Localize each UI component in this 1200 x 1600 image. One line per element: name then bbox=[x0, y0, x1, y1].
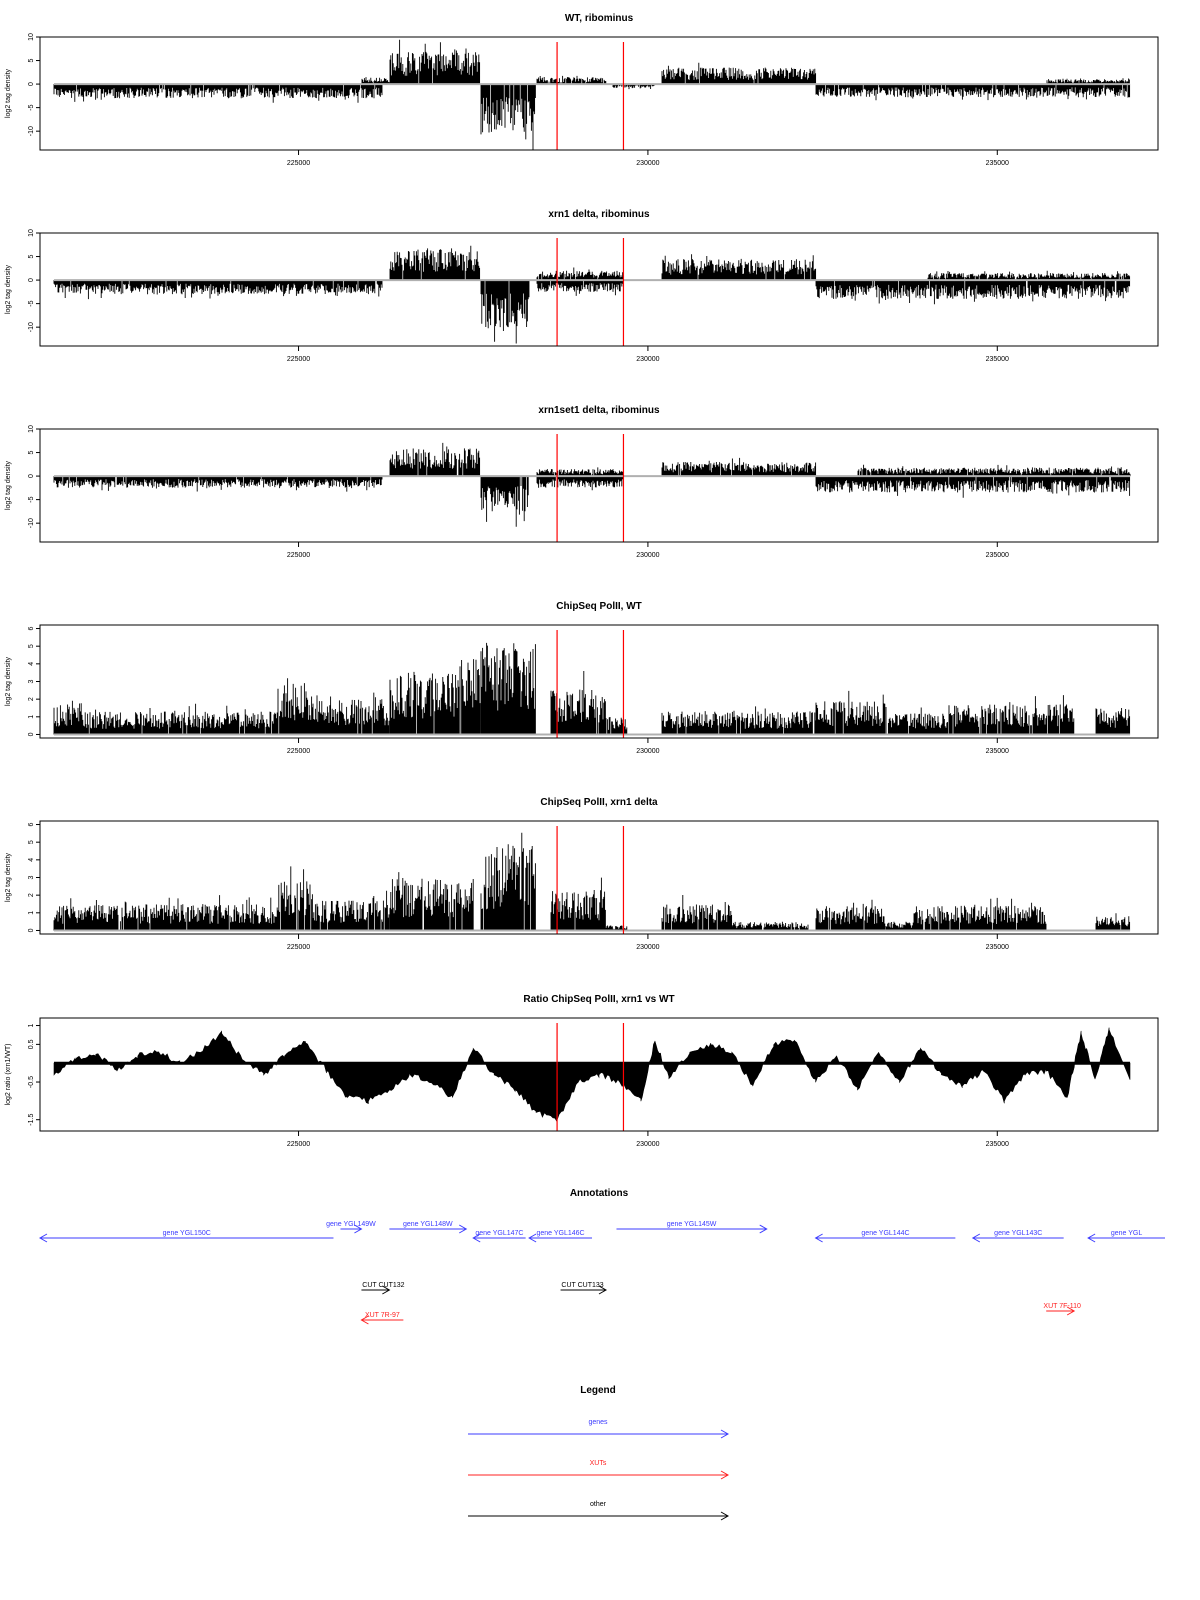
data-series bbox=[54, 443, 1130, 527]
y-tick-label: 10 bbox=[28, 425, 35, 433]
y-tick-label: 2 bbox=[28, 697, 35, 702]
x-tick-label: 235000 bbox=[985, 356, 1009, 363]
panel-title: ChipSeq PolII, xrn1 delta bbox=[540, 797, 658, 808]
annotations-panel bbox=[40, 1188, 1165, 1324]
y-tick-label: -5 bbox=[28, 496, 35, 503]
y-tick-label: -5 bbox=[28, 104, 35, 111]
y-tick-label: -10 bbox=[28, 126, 35, 137]
legend-label: genes bbox=[588, 1419, 608, 1426]
xut-arrow-1 bbox=[361, 1312, 403, 1324]
y-tick-label: -10 bbox=[28, 518, 35, 529]
gene-arrow-4 bbox=[473, 1230, 525, 1242]
legend-title: Legend bbox=[580, 1385, 616, 1396]
plot-frame bbox=[40, 37, 1158, 150]
y-axis-label: log2 tag density bbox=[5, 264, 12, 315]
y-tick-label: 3 bbox=[28, 875, 35, 880]
y-axis-label: log2 tag density bbox=[5, 460, 12, 511]
signal-bars bbox=[54, 833, 1130, 931]
gene-arrow-6 bbox=[616, 1221, 766, 1233]
x-tick-label: 235000 bbox=[985, 160, 1009, 167]
signal-bars bbox=[54, 40, 1130, 150]
gene-arrow-2 bbox=[326, 1221, 376, 1233]
y-tick-label: 1 bbox=[28, 1023, 35, 1028]
x-tick-label: 235000 bbox=[985, 944, 1009, 951]
x-tick-label: 225000 bbox=[286, 356, 311, 363]
gene-label: gene YGL146C bbox=[536, 1230, 585, 1237]
track-panel-1 bbox=[5, 13, 1158, 167]
panel-title: WT, ribominus bbox=[564, 13, 634, 24]
x-tick-label: 225000 bbox=[286, 160, 311, 167]
x-tick-label: 225000 bbox=[286, 552, 311, 559]
y-tick-label: 4 bbox=[28, 661, 35, 666]
y-tick-label: 0 bbox=[28, 82, 35, 87]
y-tick-label: 6 bbox=[28, 822, 35, 827]
y-tick-label: 6 bbox=[28, 626, 35, 631]
y-tick-label: -10 bbox=[28, 322, 35, 333]
track-panel-3 bbox=[5, 405, 1158, 559]
x-tick-label: 225000 bbox=[286, 944, 311, 951]
y-tick-label: 0 bbox=[28, 732, 35, 737]
gene-label: gene YGL144C bbox=[861, 1230, 910, 1237]
panel-title: ChipSeq PolII, WT bbox=[556, 601, 642, 612]
y-tick-label: 0.5 bbox=[28, 1039, 35, 1050]
track-panel-4 bbox=[5, 601, 1158, 755]
data-series bbox=[54, 246, 1130, 344]
y-tick-label: 1 bbox=[28, 910, 35, 915]
track-panels bbox=[5, 13, 1158, 1148]
gene-label: gene YGL149W bbox=[326, 1221, 376, 1228]
gene-arrow-8 bbox=[973, 1230, 1064, 1242]
track-panel-2 bbox=[5, 209, 1158, 363]
y-tick-label: 1 bbox=[28, 714, 35, 719]
xut-label: XUT 7R-97 bbox=[364, 1312, 400, 1319]
x-tick-label: 235000 bbox=[985, 552, 1009, 559]
signal-bars bbox=[54, 246, 1130, 344]
y-tick-label: 5 bbox=[28, 254, 35, 259]
cut-label: CUT CUT132 bbox=[362, 1282, 405, 1289]
x-tick-label: 230000 bbox=[636, 944, 660, 951]
y-tick-label: 5 bbox=[28, 450, 35, 455]
data-series bbox=[54, 643, 1130, 735]
data-series bbox=[54, 40, 1130, 150]
annotations-title: Annotations bbox=[569, 1188, 629, 1199]
cut-arrow-2 bbox=[561, 1282, 606, 1294]
y-tick-label: 4 bbox=[28, 857, 35, 862]
x-tick-label: 225000 bbox=[286, 1141, 311, 1148]
signal-bars bbox=[54, 643, 1130, 735]
gene-label: gene YGL147C bbox=[475, 1230, 524, 1237]
y-tick-label: 10 bbox=[28, 33, 35, 41]
gene-label: gene YGL bbox=[1110, 1230, 1143, 1237]
xut-arrow-2 bbox=[1043, 1303, 1081, 1315]
y-tick-label: 0 bbox=[28, 474, 35, 479]
y-tick-label: -0.5 bbox=[28, 1076, 35, 1089]
y-tick-label: 3 bbox=[28, 679, 35, 684]
gene-label: gene YGL148W bbox=[402, 1221, 453, 1228]
y-axis-label: log2 tag density bbox=[5, 68, 12, 119]
x-tick-label: 230000 bbox=[636, 356, 660, 363]
gene-arrow-7 bbox=[816, 1230, 956, 1242]
y-axis-label: log2 tag density bbox=[5, 656, 12, 707]
gene-arrow-1 bbox=[40, 1230, 333, 1242]
data-series bbox=[54, 1028, 1130, 1122]
track-panel-5 bbox=[5, 797, 1158, 951]
x-tick-label: 225000 bbox=[286, 748, 311, 755]
gene-arrow-9 bbox=[1088, 1230, 1165, 1242]
gene-label: gene YGL145W bbox=[666, 1221, 717, 1228]
x-tick-label: 235000 bbox=[985, 1141, 1009, 1148]
gene-label: gene YGL150C bbox=[162, 1230, 211, 1237]
y-axis-label: log2 tag density bbox=[5, 852, 12, 903]
y-tick-label: -1.5 bbox=[28, 1113, 35, 1126]
x-tick-label: 230000 bbox=[636, 748, 660, 755]
gene-arrow-3 bbox=[389, 1221, 466, 1233]
y-tick-label: 0 bbox=[28, 278, 35, 283]
track-panel-6 bbox=[5, 994, 1158, 1148]
legend-label: XUTs bbox=[589, 1460, 607, 1467]
x-tick-label: 230000 bbox=[636, 160, 660, 167]
cut-label: CUT CUT133 bbox=[561, 1282, 604, 1289]
x-tick-label: 230000 bbox=[636, 1141, 660, 1148]
panel-title: xrn1 delta, ribominus bbox=[548, 209, 650, 220]
gene-arrow-5 bbox=[529, 1230, 592, 1242]
ratio-area bbox=[54, 1028, 1130, 1122]
data-series bbox=[54, 833, 1130, 931]
xut-label: XUT 7F-110 bbox=[1043, 1303, 1081, 1310]
y-tick-label: 5 bbox=[28, 644, 35, 649]
panel-title: xrn1set1 delta, ribominus bbox=[538, 405, 660, 416]
panel-title: Ratio ChipSeq PolII, xrn1 vs WT bbox=[523, 994, 675, 1005]
legend-item-other bbox=[468, 1501, 728, 1520]
y-tick-label: 5 bbox=[28, 840, 35, 845]
gene-label: gene YGL143C bbox=[994, 1230, 1043, 1237]
y-tick-label: 10 bbox=[28, 229, 35, 237]
x-tick-label: 235000 bbox=[985, 748, 1009, 755]
y-tick-label: 0 bbox=[28, 928, 35, 933]
y-tick-label: -5 bbox=[28, 300, 35, 307]
signal-bars bbox=[54, 443, 1130, 527]
legend-item-genes bbox=[468, 1419, 728, 1438]
cut-arrow-1 bbox=[361, 1282, 404, 1294]
x-tick-label: 230000 bbox=[636, 552, 660, 559]
legend-label: other bbox=[590, 1501, 606, 1508]
y-tick-label: 5 bbox=[28, 58, 35, 63]
legend-panel bbox=[468, 1385, 728, 1520]
legend-item-XUTs bbox=[468, 1460, 728, 1479]
y-tick-label: 2 bbox=[28, 893, 35, 898]
y-axis-label: log2 ratio (xrn1/WT) bbox=[5, 1043, 12, 1106]
